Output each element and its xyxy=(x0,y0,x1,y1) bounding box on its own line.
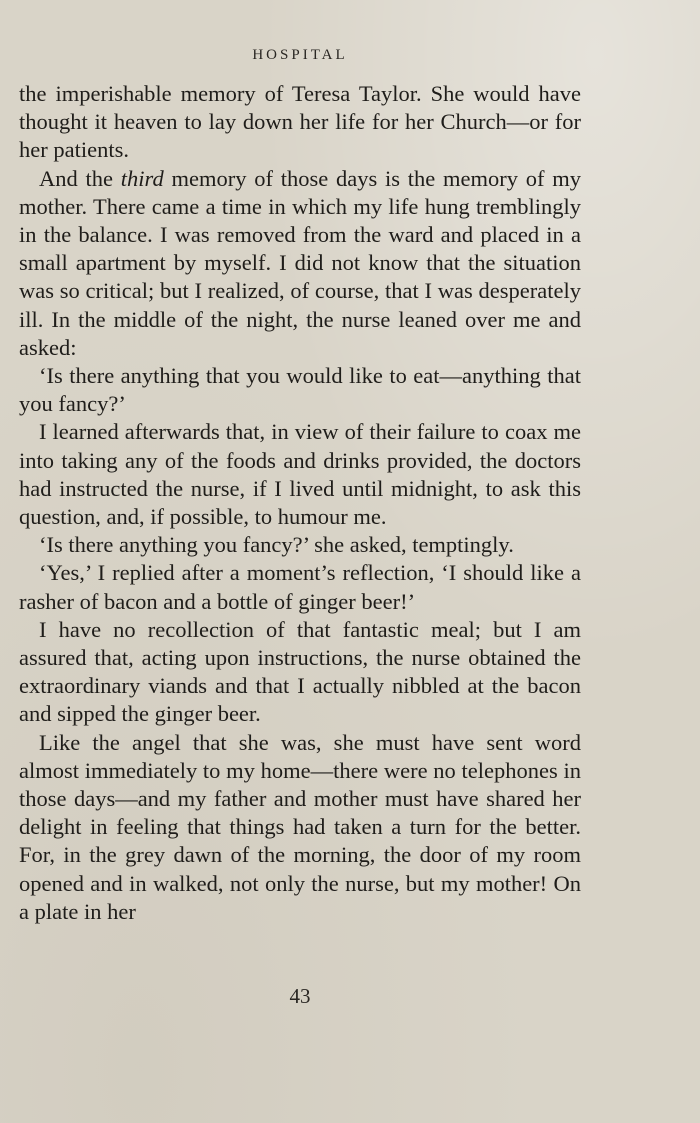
paragraph xyxy=(19,559,581,615)
text-segment: ‘Is there anything you fancy?’ she asked, temptingly. xyxy=(39,532,514,558)
text-segment: ‘Is there anything that you would like to eat—anything that you fancy?’ xyxy=(19,363,581,417)
page-number: 43 xyxy=(289,984,311,1008)
paragraph xyxy=(19,418,581,531)
paragraph xyxy=(19,80,581,165)
italic-text-segment: third xyxy=(120,165,164,191)
text-segment: memory of those days is the memory of my mother. There came a time in which my life hung tremblingly in the balance. I was removed from the ward and placed in a small apartment by myself. I did not know that the situation was so critical; but I realized, of course, that I was desperately ill. In the middle of the night, the nurse leaned over me and asked: xyxy=(19,165,581,360)
body-text xyxy=(19,80,581,926)
text-segment: Like the angel that she was, she must have sent word almost immediately to my home—there were no telephones in those days—and my father and mother must have shared her delight in feeling that things had taken a turn for the better. For, in the grey dawn of the morning, the door of my room opened and in walked, not only the nurse, but my mother! On a plate in her xyxy=(19,729,581,924)
text-segment: And the xyxy=(39,165,121,191)
paragraph xyxy=(19,729,581,926)
paragraph xyxy=(19,616,581,729)
text-segment: I learned afterwards that, in view of their failure to coax me into taking any of the foods and drinks provided, the doctors had instructed the nurse, if I lived until midnight, to ask this question, and, if possible, to humour me. xyxy=(19,419,581,530)
paragraph xyxy=(19,165,581,362)
running-head: HOSPITAL xyxy=(252,47,348,63)
paragraph xyxy=(19,362,581,418)
text-segment: the imperishable memory of Teresa Taylor. She would have thought it heaven to lay down her life for her Church—or for her patients. xyxy=(19,81,581,163)
paragraph xyxy=(19,531,581,559)
text-segment: I have no recollection of that fantastic meal; but I am assured that, acting upon instructions, the nurse obtained the extraordinary viands and that I actually nibbled at the bacon and sipped the ginger beer. xyxy=(19,616,581,727)
text-segment: ‘Yes,’ I replied after a moment’s reflection, ‘I should like a rasher of bacon and a bottle of ginger beer!’ xyxy=(19,560,581,614)
